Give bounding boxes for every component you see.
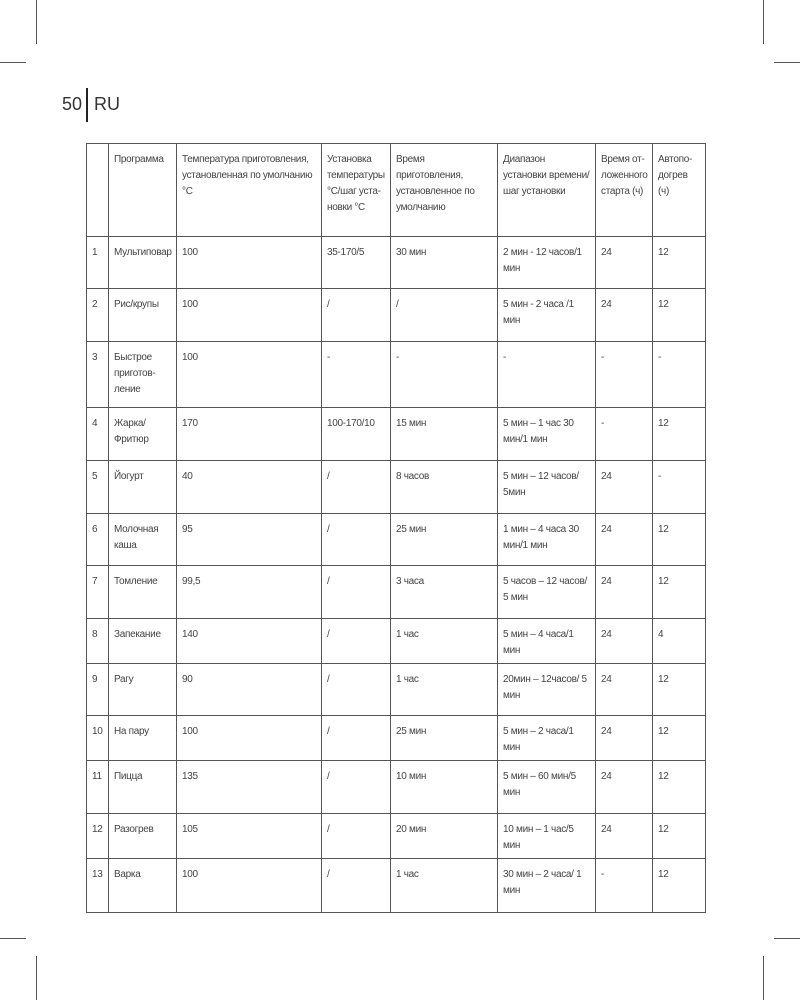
header-cell-time-range: Диапазон установки времени/шаг установки xyxy=(498,144,596,237)
cell-index: 4 xyxy=(87,408,109,461)
cell-default-time: 8 часов xyxy=(391,461,498,514)
cell-program: На пару xyxy=(109,716,177,761)
cell-delayed-start: 24 xyxy=(596,619,653,664)
cell-default-temp: 105 xyxy=(177,814,322,859)
cell-default-time: 30 мин xyxy=(391,237,498,289)
cell-time-range: 5 мин – 1 час 30 мин/1 мин xyxy=(498,408,596,461)
cell-time-range: 5 мин - 2 часа /1 мин xyxy=(498,289,596,342)
cell-program: Рис/крупы xyxy=(109,289,177,342)
cell-default-temp: 100 xyxy=(177,342,322,408)
page-header xyxy=(62,88,120,122)
cell-delayed-start: - xyxy=(596,859,653,913)
cell-temp-setting: / xyxy=(322,566,391,619)
cell-index: 5 xyxy=(87,461,109,514)
header-cell-keep-warm: Автопо-догрев (ч) xyxy=(653,144,706,237)
cell-temp-setting: / xyxy=(322,289,391,342)
cell-default-temp: 100 xyxy=(177,716,322,761)
cell-default-time: - xyxy=(391,342,498,408)
cell-program: Разогрев xyxy=(109,814,177,859)
cell-delayed-start: 24 xyxy=(596,566,653,619)
cell-temp-setting: - xyxy=(322,342,391,408)
cell-delayed-start: - xyxy=(596,342,653,408)
table-header-row xyxy=(87,144,706,237)
cell-index: 10 xyxy=(87,716,109,761)
cell-default-temp: 100 xyxy=(177,289,322,342)
crop-mark-top-left-h xyxy=(0,62,26,63)
cell-default-time: 3 часа xyxy=(391,566,498,619)
table-row xyxy=(87,664,706,716)
table-row xyxy=(87,859,706,913)
cell-delayed-start: 24 xyxy=(596,814,653,859)
cell-index: 1 xyxy=(87,237,109,289)
page-header-divider xyxy=(86,88,88,122)
cell-index: 7 xyxy=(87,566,109,619)
cell-time-range: 5 мин – 4 часа/1 мин xyxy=(498,619,596,664)
cell-temp-setting: / xyxy=(322,664,391,716)
cell-keep-warm: 12 xyxy=(653,289,706,342)
cell-keep-warm: 12 xyxy=(653,408,706,461)
programs-table xyxy=(86,143,706,913)
cell-time-range: 5 мин – 12 часов/ 5мин xyxy=(498,461,596,514)
cell-temp-setting: 100-170/10 xyxy=(322,408,391,461)
cell-time-range: 5 мин – 2 часа/1 мин xyxy=(498,716,596,761)
table-row xyxy=(87,514,706,566)
table-row xyxy=(87,461,706,514)
cell-temp-setting: / xyxy=(322,619,391,664)
cell-keep-warm: 12 xyxy=(653,566,706,619)
cell-index: 6 xyxy=(87,514,109,566)
table-row xyxy=(87,237,706,289)
cell-index: 3 xyxy=(87,342,109,408)
cell-time-range: 30 мин – 2 часа/ 1 мин xyxy=(498,859,596,913)
cell-index: 8 xyxy=(87,619,109,664)
cell-index: 9 xyxy=(87,664,109,716)
cell-keep-warm: 12 xyxy=(653,814,706,859)
table-row xyxy=(87,342,706,408)
header-cell-index xyxy=(87,144,109,237)
cell-temp-setting: / xyxy=(322,859,391,913)
cell-default-time: 1 час xyxy=(391,619,498,664)
cell-temp-setting: / xyxy=(322,514,391,566)
cell-temp-setting: / xyxy=(322,716,391,761)
cell-program: Рагу xyxy=(109,664,177,716)
cell-temp-setting: / xyxy=(322,814,391,859)
cell-time-range: 5 часов – 12 часов/ 5 мин xyxy=(498,566,596,619)
table-row xyxy=(87,289,706,342)
cell-program: Быстрое приготов-ление xyxy=(109,342,177,408)
header-cell-program: Программа xyxy=(109,144,177,237)
cell-index: 12 xyxy=(87,814,109,859)
cell-default-time: 10 мин xyxy=(391,761,498,814)
cell-delayed-start: 24 xyxy=(596,514,653,566)
cell-time-range: - xyxy=(498,342,596,408)
cell-default-temp: 100 xyxy=(177,237,322,289)
cell-default-time: 25 мин xyxy=(391,716,498,761)
cell-default-time: 25 мин xyxy=(391,514,498,566)
cell-keep-warm: - xyxy=(653,342,706,408)
cell-program: Жарка/ Фритюр xyxy=(109,408,177,461)
table-row xyxy=(87,761,706,814)
page-number: 50 xyxy=(62,94,83,114)
cell-default-time: 20 мин xyxy=(391,814,498,859)
cell-index: 13 xyxy=(87,859,109,913)
header-cell-default-time: Время приготовления, установленное по умолчанию xyxy=(391,144,498,237)
cell-keep-warm: 12 xyxy=(653,514,706,566)
cell-time-range: 2 мин - 12 часов/1 мин xyxy=(498,237,596,289)
cell-delayed-start: 24 xyxy=(596,289,653,342)
header-cell-delayed-start: Время от-ложенного старта (ч) xyxy=(596,144,653,237)
cell-program: Мультиповар xyxy=(109,237,177,289)
crop-mark-bottom-left xyxy=(36,956,37,1000)
cell-keep-warm: 12 xyxy=(653,859,706,913)
cell-default-temp: 135 xyxy=(177,761,322,814)
table-row xyxy=(87,619,706,664)
cell-program: Молочная каша xyxy=(109,514,177,566)
cell-default-temp: 90 xyxy=(177,664,322,716)
cell-default-time: 1 час xyxy=(391,664,498,716)
cell-program: Пицца xyxy=(109,761,177,814)
cell-time-range: 1 мин – 4 часа 30 мин/1 мин xyxy=(498,514,596,566)
cell-default-temp: 100 xyxy=(177,859,322,913)
cell-keep-warm: - xyxy=(653,461,706,514)
cell-keep-warm: 4 xyxy=(653,619,706,664)
cell-program: Варка xyxy=(109,859,177,913)
cell-default-temp: 99,5 xyxy=(177,566,322,619)
cell-delayed-start: 24 xyxy=(596,761,653,814)
crop-mark-bottom-right-h xyxy=(774,938,800,939)
cell-default-time: / xyxy=(391,289,498,342)
cell-program: Йогурт xyxy=(109,461,177,514)
cell-program: Запекание xyxy=(109,619,177,664)
cell-time-range: 5 мин – 60 мин/5 мин xyxy=(498,761,596,814)
crop-mark-top-right xyxy=(763,0,764,44)
cell-keep-warm: 12 xyxy=(653,716,706,761)
header-cell-default-temp: Температура приготовления, установленная по умолчанию °С xyxy=(177,144,322,237)
table-row xyxy=(87,716,706,761)
cell-keep-warm: 12 xyxy=(653,761,706,814)
cell-delayed-start: 24 xyxy=(596,716,653,761)
cell-delayed-start: 24 xyxy=(596,664,653,716)
cell-delayed-start: - xyxy=(596,408,653,461)
cell-temp-setting: / xyxy=(322,761,391,814)
crop-mark-top-right-h xyxy=(774,62,800,63)
crop-mark-bottom-right xyxy=(763,956,764,1000)
table-row xyxy=(87,814,706,859)
cell-program: Томление xyxy=(109,566,177,619)
cell-default-temp: 40 xyxy=(177,461,322,514)
cell-delayed-start: 24 xyxy=(596,461,653,514)
cell-default-time: 1 час xyxy=(391,859,498,913)
crop-mark-top-left xyxy=(36,0,37,44)
header-cell-temp-setting: Установка температуры °С/шаг уста-новки °С xyxy=(322,144,391,237)
cell-default-time: 15 мин xyxy=(391,408,498,461)
cell-temp-setting: / xyxy=(322,461,391,514)
table-row xyxy=(87,408,706,461)
cell-index: 2 xyxy=(87,289,109,342)
crop-mark-bottom-left-h xyxy=(0,938,26,939)
cell-delayed-start: 24 xyxy=(596,237,653,289)
cell-time-range: 20мин – 12часов/ 5 мин xyxy=(498,664,596,716)
cell-keep-warm: 12 xyxy=(653,664,706,716)
cell-time-range: 10 мин – 1 час/5 мин xyxy=(498,814,596,859)
cell-default-temp: 140 xyxy=(177,619,322,664)
language-label: RU xyxy=(94,94,121,114)
cell-default-temp: 170 xyxy=(177,408,322,461)
cell-index: 11 xyxy=(87,761,109,814)
cell-default-temp: 95 xyxy=(177,514,322,566)
cell-keep-warm: 12 xyxy=(653,237,706,289)
cell-temp-setting: 35-170/5 xyxy=(322,237,391,289)
table-row xyxy=(87,566,706,619)
